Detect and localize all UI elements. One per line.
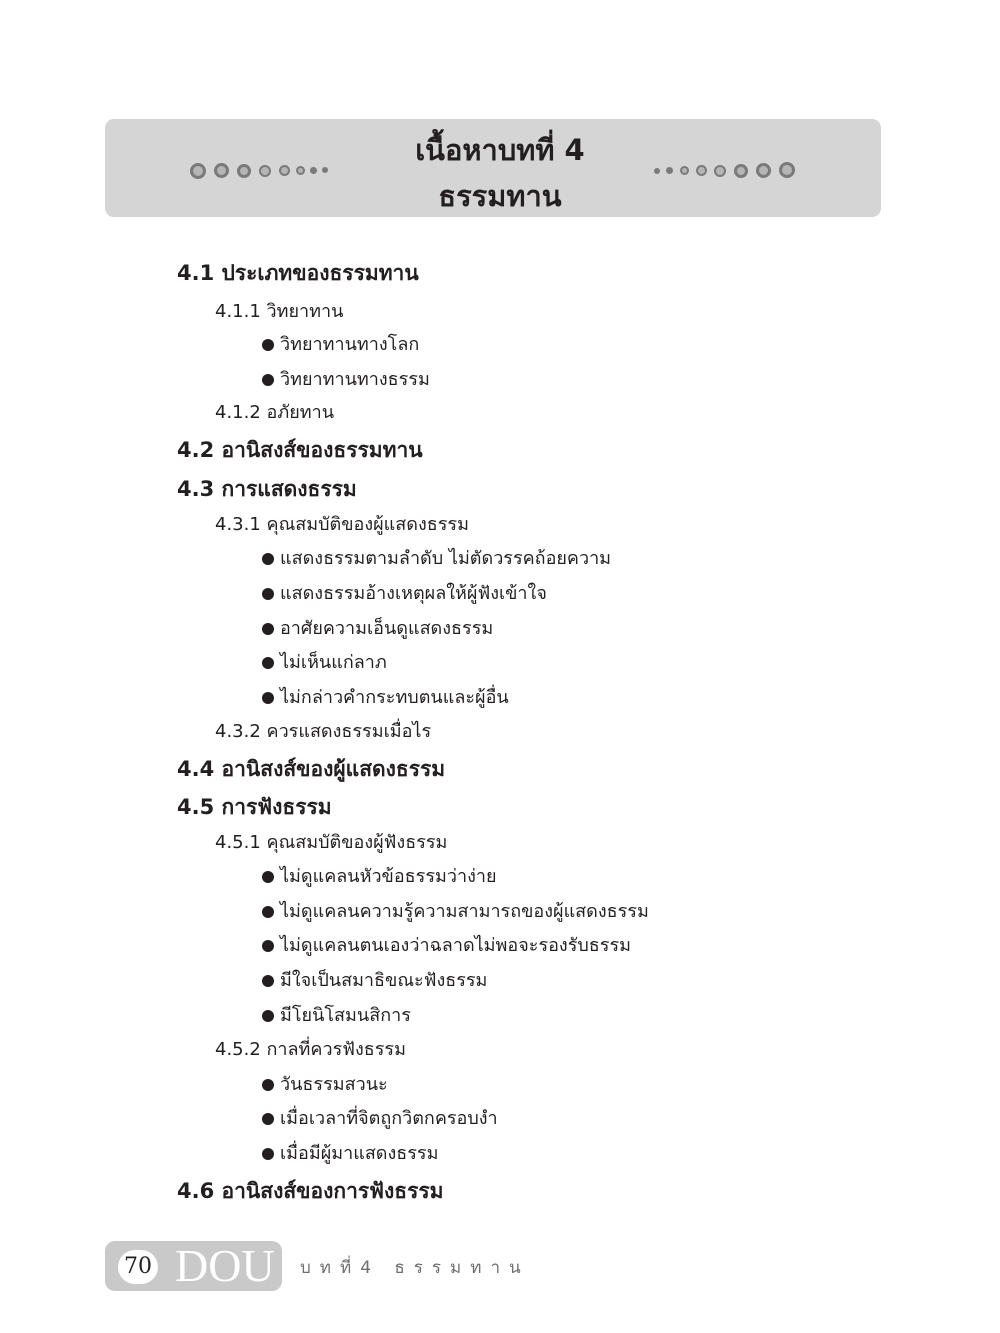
outline-text: 4.6 อานิสงส์ของการฟังธรรม [177, 1179, 444, 1203]
outline-text: ไม่ดูแคลนหัวข้อธรรมว่าง่าย [280, 866, 497, 887]
section-heading [177, 1176, 444, 1206]
subsection-heading [215, 1035, 406, 1065]
list-item [262, 648, 387, 678]
list-item [262, 897, 649, 927]
list-item [262, 1001, 411, 1031]
subsection-heading [215, 297, 343, 327]
decorative-dots-left [188, 160, 338, 180]
subsection-heading [215, 717, 431, 747]
footer-chapter-label: บทที่4 ธรรมทาน [300, 1258, 530, 1278]
list-item [262, 579, 547, 609]
bullet-icon [262, 906, 274, 918]
bullet-icon [262, 692, 274, 704]
outline-text: 4.5.2 กาลที่ควรฟังธรรม [215, 1039, 406, 1060]
outline-text: 4.5.1 คุณสมบัติของผู้ฟังธรรม [215, 832, 448, 853]
section-heading [177, 258, 419, 288]
outline-text: 4.3.1 คุณสมบัติของผู้แสดงธรรม [215, 514, 469, 535]
bullet-icon [262, 1113, 274, 1125]
bullet-icon [262, 553, 274, 565]
page-number: 70 [118, 1250, 158, 1284]
bullet-icon [262, 339, 274, 351]
bullet-icon [262, 1148, 274, 1160]
outline-text: เมื่อมีผู้มาแสดงธรรม [280, 1143, 439, 1164]
outline-text: อาศัยความเอ็นดูแสดงธรรม [280, 618, 494, 639]
bullet-icon [262, 871, 274, 883]
list-item [262, 330, 419, 360]
outline-text: ไม่ดูแคลนตนเองว่าฉลาดไม่พอจะรองรับธรรม [280, 935, 631, 956]
section-heading [177, 754, 445, 784]
outline-text: วันธรรมสวนะ [280, 1074, 388, 1095]
bullet-icon [262, 1079, 274, 1091]
list-item [262, 683, 509, 713]
list-item [262, 862, 497, 892]
outline-text: 4.3.2 ควรแสดงธรรมเมื่อไร [215, 721, 432, 742]
outline-text: วิทยาทานทางธรรม [280, 369, 430, 390]
list-item [262, 1070, 388, 1100]
outline-text: ไม่ดูแคลนความรู้ความสามารถของผู้แสดงธรรม [280, 901, 649, 922]
list-item [262, 1104, 498, 1134]
list-item [262, 931, 631, 961]
outline-text: 4.4 อานิสงส์ของผู้แสดงธรรม [177, 757, 446, 781]
chapter-subtitle: ธรรมทาน [438, 179, 562, 213]
subsection-heading [215, 398, 334, 428]
bullet-icon [262, 374, 274, 386]
list-item [262, 365, 430, 395]
subsection-heading [215, 510, 469, 540]
outline-text: 4.1.1 วิทยาทาน [215, 301, 344, 322]
outline-text: แสดงธรรมตามลำดับ ไม่ตัดวรรคถ้อยความ [280, 548, 612, 569]
section-heading [177, 792, 332, 822]
outline-text: มีโยนิโสมนสิการ [280, 1005, 411, 1026]
bullet-icon [262, 588, 274, 600]
bullet-icon [262, 623, 274, 635]
decorative-dots-right [650, 160, 800, 180]
bullet-icon [262, 940, 274, 952]
outline-text: 4.1 ประเภทของธรรมทาน [177, 261, 419, 285]
outline-text: 4.5 การฟังธรรม [177, 795, 332, 819]
outline-text: มีใจเป็นสมาธิขณะฟังธรรม [280, 970, 488, 991]
outline-text: 4.2 อานิสงส์ของธรรมทาน [177, 438, 423, 462]
outline-text: ไม่กล่าวคำกระทบตนและผู้อื่น [280, 687, 509, 708]
bullet-icon [262, 1010, 274, 1022]
outline-text: 4.3 การแสดงธรรม [177, 477, 357, 501]
list-item [262, 544, 611, 574]
section-heading [177, 435, 423, 465]
chapter-title: เนื้อหาบทที่ 4 [415, 133, 585, 167]
bullet-icon [262, 975, 274, 987]
section-heading [177, 474, 357, 504]
subsection-heading [215, 828, 447, 858]
list-item [262, 614, 493, 644]
bullet-icon [262, 657, 274, 669]
dou-logo: DOU [175, 1240, 275, 1291]
outline-text: วิทยาทานทางโลก [280, 334, 420, 355]
list-item [262, 1139, 438, 1169]
outline-text: ไม่เห็นแก่ลาภ [280, 652, 387, 673]
outline-text: 4.1.2 อภัยทาน [215, 402, 335, 423]
outline-text: เมื่อเวลาที่จิตถูกวิตกครอบงำ [280, 1108, 498, 1129]
outline-text: แสดงธรรมอ้างเหตุผลให้ผู้ฟังเข้าใจ [280, 583, 547, 604]
list-item [262, 966, 487, 996]
